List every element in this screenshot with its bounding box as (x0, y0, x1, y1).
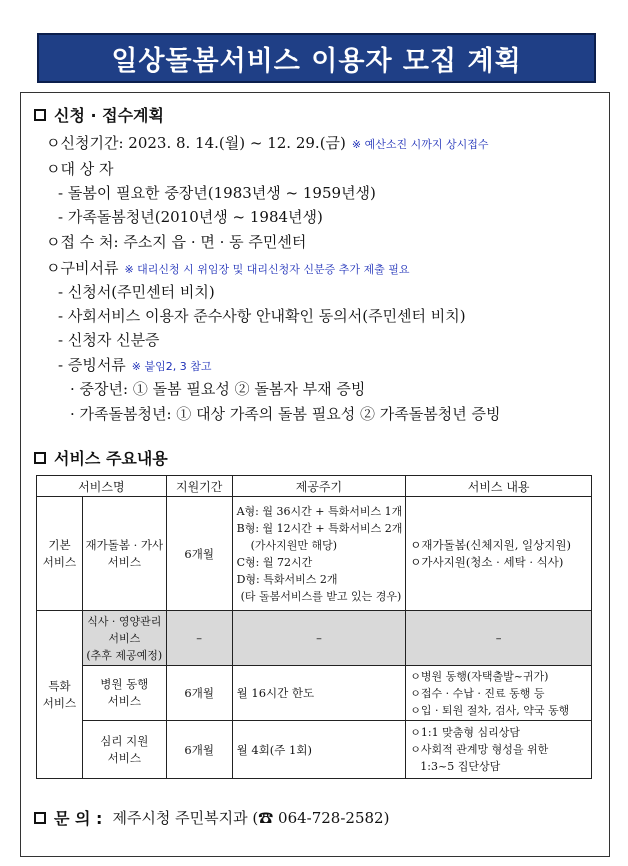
group-basic: 기본 서비스 (37, 497, 83, 611)
table-row (37, 611, 592, 666)
checkbox-square-icon (34, 109, 46, 121)
service-period: 6개월 (166, 497, 232, 611)
target-item: - 가족돌봄청년(2010년생 ~ 1984년생) (58, 208, 323, 226)
service-cycle: A형: 월 36시간 + 특화서비스 1개 B형: 월 12시간 + 특화서비스 2개 (가사지원만 해당) C형: 월 72시간 D형: 특화서비스 2개 (타 돌봄서비스를 받고 있는 경우) (232, 497, 406, 611)
checkbox-square-icon (34, 812, 46, 824)
doc-item: - 신청서(주민센터 비치) (58, 283, 215, 301)
section-service-heading: 서비스 주요내용 (34, 446, 168, 469)
service-content: ㅇ1:1 맞춤형 심리상담 ㅇ사회적 관계망 형성을 위한 1:3~5 집단상담 (406, 721, 592, 779)
service-name: 심리 지원 서비스 (82, 721, 166, 779)
doc-item: - 신청자 신분증 (58, 331, 160, 349)
service-name: 병원 동행 서비스 (82, 666, 166, 721)
table-row (37, 666, 592, 721)
target-label: ㅇ대 상 자 (46, 160, 114, 178)
section-apply-heading: 신청 · 접수계획 (34, 103, 164, 126)
service-name: 재가돌봄 · 가사 서비스 (82, 497, 166, 611)
target-item: - 돌봄이 필요한 중장년(1983년생 ~ 1959년생) (58, 184, 376, 202)
header-period: 지원기간 (166, 476, 232, 497)
service-content: ㅇ재가돌봄(신체지원, 일상지원) ㅇ가사지원(청소 · 세탁 · 식사) (406, 497, 592, 611)
proof-item: · 가족돌봄청년: ① 대상 가족의 돌봄 필요성 ② 가족돌봄청년 증빙 (70, 405, 501, 423)
contact-label: 문 의 : (54, 809, 103, 828)
required-docs: ㅇ구비서류 ※ 대리신청 시 위임장 및 대리신청자 신분증 추가 제출 필요 (46, 259, 410, 277)
group-special: 특화 서비스 (37, 611, 83, 779)
service-period: 6개월 (166, 721, 232, 779)
table-row (37, 721, 592, 779)
service-table (36, 475, 592, 779)
service-content: ㅇ병원 동행(자택출발~귀가) ㅇ접수 · 수납 · 진료 동행 등 ㅇ입 · 퇴원 절차, 검사, 약국 동행 (406, 666, 592, 721)
header-cycle: 제공주기 (232, 476, 406, 497)
table-header-row (37, 476, 592, 497)
service-content: – (406, 611, 592, 666)
checkbox-square-icon (34, 452, 46, 464)
service-cycle: 월 16시간 한도 (232, 666, 406, 721)
service-cycle: 월 4회(주 1회) (232, 721, 406, 779)
proof-docs: - 증빙서류 ※ 붙임2, 3 참고 (58, 356, 212, 374)
period-note: ※ 예산소진 시까지 상시접수 (351, 138, 489, 151)
service-name: 식사 · 영양관리 서비스 (추후 제공예정) (82, 611, 166, 666)
reception-office: ㅇ접 수 처: 주소지 읍 · 면 · 동 주민센터 (46, 233, 307, 251)
service-period: – (166, 611, 232, 666)
header-service-name: 서비스명 (37, 476, 167, 497)
doc-item: - 사회서비스 이용자 준수사항 안내확인 동의서(주민센터 비치) (58, 307, 466, 325)
table-row (37, 497, 592, 611)
docs-note: ※ 대리신청 시 위임장 및 대리신청자 신분증 추가 제출 필요 (124, 263, 410, 276)
proof-item: · 중장년: ① 돌봄 필요성 ② 돌봄자 부재 증빙 (70, 380, 366, 398)
service-cycle: – (232, 611, 406, 666)
contact-text: 제주시청 주민복지과 (☎ 064-728-2582) (112, 809, 390, 827)
service-period: 6개월 (166, 666, 232, 721)
header-content: 서비스 내용 (406, 476, 592, 497)
page-title: 일상돌봄서비스 이용자 모집 계획 (111, 45, 522, 77)
title-banner (37, 33, 596, 83)
contact-line (34, 806, 389, 829)
proof-note: ※ 붙임2, 3 참고 (131, 360, 212, 373)
apply-period: ㅇ신청기간: 2023. 8. 14.(월) ~ 12. 29.(금) ※ 예산소진 시까지 상시접수 (46, 134, 489, 152)
